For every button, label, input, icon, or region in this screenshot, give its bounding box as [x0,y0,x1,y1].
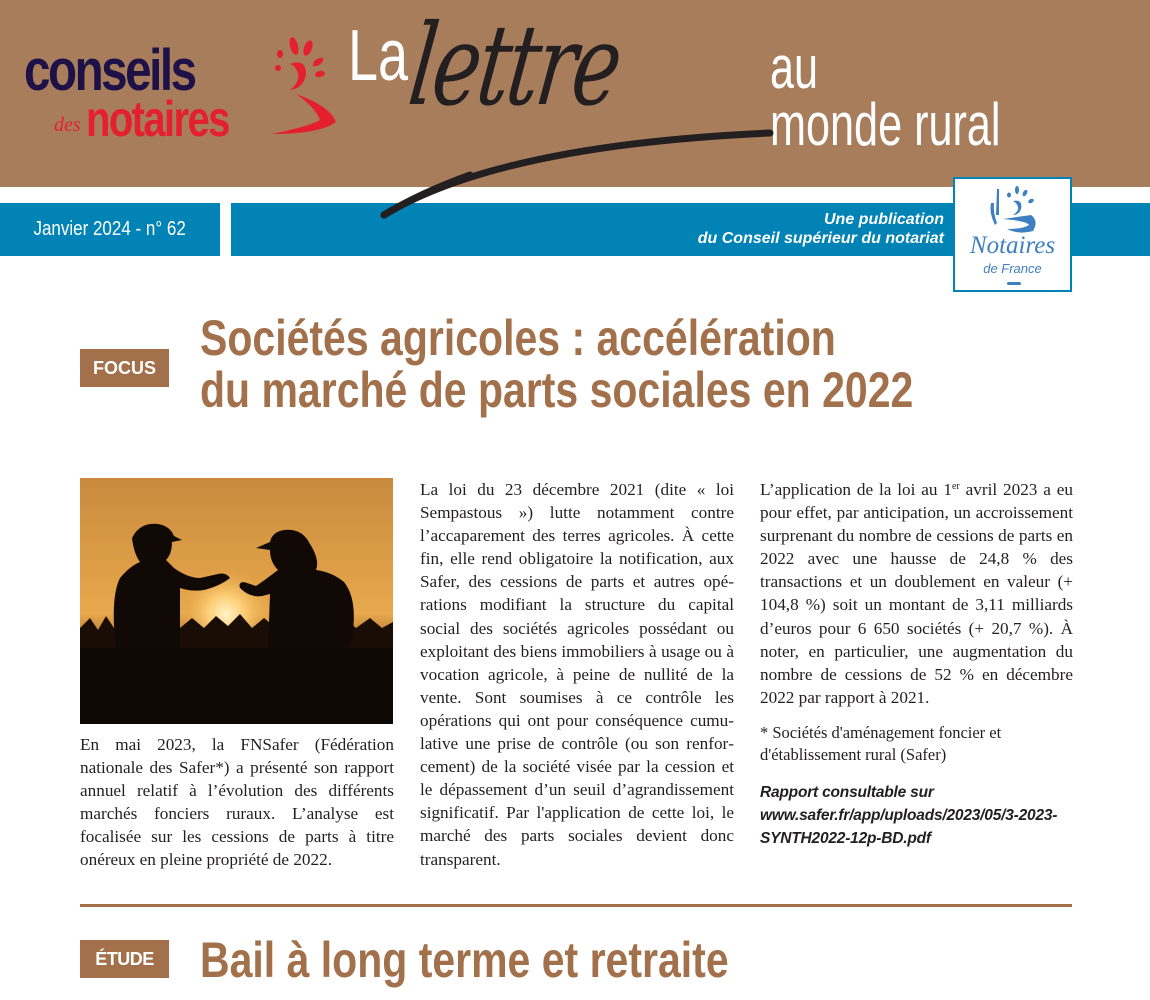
focus-tag: FOCUS [80,349,169,387]
publisher-line-1: Une publication [824,211,944,228]
notaires-figure-icon [987,185,1043,237]
logo-word-des: des [54,114,81,136]
issue-badge [0,203,220,256]
statistics-body: avril 2023 a eu pour effet, par anticipation, un accroissement surprenant du nombre de cessions de parts en 2022 avec une hausse de 24,8 % des transactions et un doublement en valeur (+ 104,8 %) soit un montant de 3,11 milliards d’euros pour 6 650 sociétés (+ 20,7 %). À noter, en particulier, une augmentation du nombre de cessions de 52 % en décembre 2022 par rapport à 2021. [760,480,1073,707]
title-au: au [770,34,819,101]
sun-figure-icon [260,34,350,134]
title-monde-rural: monde rural [770,91,1001,158]
report-label: Rapport consultable sur [760,783,934,801]
focus-column-2 [420,478,734,871]
de-france-wordmark: de France [983,261,1042,276]
report-reference [760,781,1073,850]
law-paragraph: La loi du 23 décembre 2021 (dite « loi Sempastous ») lutte notamment contre l’accaparement des terres agricoles. À cette fin, elle rend obligatoire la notification, aux Safer, des cessions de parts et autres opérations modifiant la structure du capital social des sociétés agricoles possédant ou exploitant des biens immobiliers à usage ou à vocation agricole, à peine de nullité de la vente. Sont soumises à ce contrôle les opérations qui ont pour conséquence cumulative une prise de contrôle (ou son renforcement) de la société visée par la cession et le dépassement d’un seuil d’agrandissement significatif. Par l'application de cette loi, le marché des parts sociales devient donc transparent. [420,480,734,869]
section-divider [80,904,1072,907]
ordinal-superscript: er [951,481,960,492]
issue-date-number: Janvier 2024 - n° 62 [33,218,187,240]
statistics-intro: L’application de la loi au 1 [760,480,952,499]
statistics-paragraph [760,478,1073,709]
title-swoosh-tail [360,115,780,225]
title-lettre: lettre [402,1,627,131]
report-link[interactable]: www.safer.fr/app/uploads/2023/05/3-2023-SYNTH2022-12p-BD.pdf [760,806,1058,847]
focus-column-3 [760,478,1073,850]
farmers-handshake-photo [80,478,393,724]
logo-word-notaires: notaires [86,91,229,147]
intro-paragraph: En mai 2023, la FNSafer (Fédération nationale des Safer*) a présenté son rapport annuel relatif à l’évolution des différents marchés fonciers ruraux. L’analyse est focalisée sur les cessions de parts à titre onéreux en pleine propriété de 2022. [80,735,394,870]
notaires-de-france-logo [953,177,1072,292]
publisher-line-2: du Conseil supérieur du notariat [697,230,944,247]
title-la: La [348,16,409,96]
etude-tag: ÉTUDE [80,940,169,978]
conseils-des-notaires-logo [24,34,324,147]
logo-word-conseils: conseils [24,38,195,103]
safer-footnote: * Sociétés d'aménagement foncier et d'établissement rural (Safer) [760,722,1002,764]
sunset-field-illustration [80,478,393,724]
logo-dash [1007,282,1021,285]
focus-headline-line-1: Sociétés agricoles : accélération [200,310,836,366]
focus-column-1 [80,733,394,872]
focus-headline-line-2: du marché de parts sociales en 2022 [200,362,914,418]
notaires-wordmark: Notaires [969,232,1056,259]
etude-headline: Bail à long terme et retraite [200,932,729,988]
focus-headline [200,312,913,416]
